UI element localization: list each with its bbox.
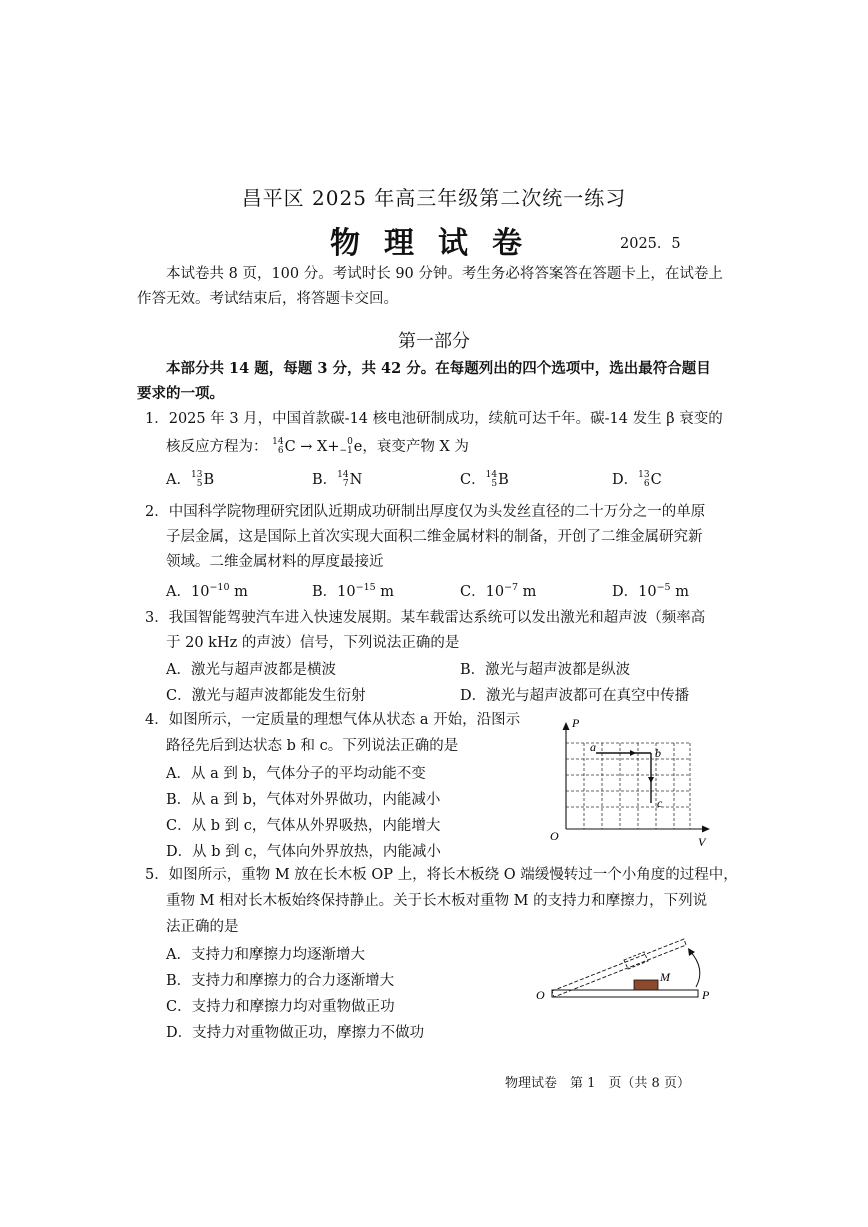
- q2-stem-line-3: 领域。二维金属材料的厚度最接近: [166, 554, 384, 570]
- q5-stem-line-3: 法正确的是: [166, 919, 239, 935]
- q2-option-b[interactable]: B．$10^{-15}$ m: [312, 582, 395, 600]
- exam-heading: 昌平区 2025 年高三年级第二次统一练习: [241, 186, 627, 210]
- q1-stem-line-1: 1．2025 年 3 月，中国首款碳-14 核电池研制成功，续航可达千年。碳-14 发生 β 衰变的: [145, 411, 723, 427]
- q4-option-a[interactable]: A．从 a 到 b，气体分子的平均动能不变: [166, 766, 426, 782]
- label-o: O: [536, 988, 545, 1002]
- origin-label: O: [550, 829, 559, 843]
- q3-option-b[interactable]: B．激光与超声波都是纵波: [460, 662, 631, 678]
- v-axis-label: V: [698, 835, 706, 849]
- rotation-arc: [690, 951, 700, 987]
- exam-title: 物理试卷: [330, 226, 546, 261]
- q5-stem-line-2: 重物 M 相对长木板始终保持静止。关于长木板对重物 M 的支持力和摩擦力，下列说: [166, 893, 708, 909]
- q5-stem-line-1: 5．如图所示，重物 M 放在长木板 OP 上，将长木板绕 O 端缓慢转过一个小角度的过程中，: [145, 867, 738, 883]
- q4-stem-line-2: 路径先后到达状态 b 和 c。下列说法正确的是: [166, 738, 459, 754]
- exam-date: 2025．5: [620, 236, 681, 252]
- board-diagram: [530, 925, 725, 1010]
- label-p: P: [702, 988, 710, 1002]
- arrow-a-b-icon: [630, 750, 636, 756]
- section-desc-1: 本部分共 14 题，每题 3 分，共 42 分。在每题列出的四个选项中，选出最符合题目: [166, 360, 711, 377]
- v-axis-arrow-icon: [702, 826, 710, 833]
- q1-option-d[interactable]: D． 13 6 C: [612, 470, 662, 489]
- pv-diagram: [540, 715, 720, 855]
- instructions-line-1: 本试卷共 8 页，100 分。考试时长 90 分钟。考生务必将答案答在答题卡上，在试卷上: [166, 266, 723, 282]
- state-c-label: c: [657, 796, 663, 810]
- state-b-label: b: [655, 746, 661, 760]
- q1-equation: 核反应方程为： 14 6 C → X+ 0 −1 e ，衰变产物 X 为: [166, 437, 469, 456]
- q1-option-a[interactable]: A． 13 5 B: [166, 470, 215, 489]
- q5-option-a[interactable]: A．支持力和摩擦力均逐渐增大: [166, 947, 365, 963]
- q2-stem-line-1: 2．中国科学院物理研究团队近期成功研制出厚度仅为头发丝直径的二十万分之一的单原: [145, 504, 706, 520]
- q4-option-c[interactable]: C．从 b 到 c，气体从外界吸热，内能增大: [166, 818, 441, 834]
- p-axis-label: P: [572, 716, 580, 730]
- q3-option-d[interactable]: D．激光与超声波都可在真空中传播: [460, 688, 690, 704]
- q4-stem-line-1: 4．如图所示，一定质量的理想气体从状态 a 开始，沿图示: [145, 712, 521, 728]
- q5-option-b[interactable]: B．支持力和摩擦力的合力逐渐增大: [166, 973, 395, 989]
- q4-option-b[interactable]: B．从 a 到 b，气体对外界做功，内能减小: [166, 792, 441, 808]
- state-a-label: a: [590, 740, 596, 754]
- q2-option-a[interactable]: A．$10^{-10}$ m: [166, 582, 248, 600]
- q3-option-a[interactable]: A．激光与超声波都是横波: [166, 662, 336, 678]
- q3-stem-line-2: 于 20 kHz 的声波）信号，下列说法正确的是: [166, 635, 460, 651]
- instructions-line-2: 作答无效。考试结束后，将答题卡交回。: [137, 291, 398, 307]
- q3-stem-line-1: 3．我国智能驾驶汽车进入快速发展期。某车载雷达系统可以发出激光和超声波（频率高: [145, 610, 706, 626]
- q2-stem-line-2: 子层金属，这是国际上首次实现大面积二维金属材料的制备，开创了二维金属研究新: [166, 529, 703, 545]
- board-horizontal: [552, 990, 698, 997]
- arrow-b-c-icon: [648, 777, 654, 783]
- rotation-arrow-icon: [688, 948, 695, 956]
- section-desc-2: 要求的一项。: [137, 385, 224, 402]
- q3-option-c[interactable]: C．激光与超声波都能发生衍射: [166, 688, 366, 704]
- page-footer: 物理试卷 第 1 页（共 8 页）: [505, 1076, 690, 1091]
- label-m: M: [660, 970, 670, 984]
- block-m: [634, 980, 658, 990]
- p-axis-arrow-icon: [563, 722, 570, 730]
- q1-option-b[interactable]: B． 14 7 N: [312, 470, 363, 489]
- q2-option-c[interactable]: C．$10^{-7}$ m: [460, 582, 537, 600]
- q1-option-c[interactable]: C． 14 5 B: [460, 470, 509, 489]
- pv-grid: [566, 743, 690, 829]
- q4-option-d[interactable]: D．从 b 到 c，气体向外界放热，内能减小: [166, 844, 441, 860]
- section-title: 第一部分: [398, 331, 470, 352]
- board-tilted: [552, 939, 686, 997]
- q2-option-d[interactable]: D．$10^{-5}$ m: [612, 582, 689, 600]
- q5-option-d[interactable]: D．支持力对重物做正功，摩擦力不做功: [166, 1025, 425, 1041]
- q5-option-c[interactable]: C．支持力和摩擦力均对重物做正功: [166, 999, 395, 1015]
